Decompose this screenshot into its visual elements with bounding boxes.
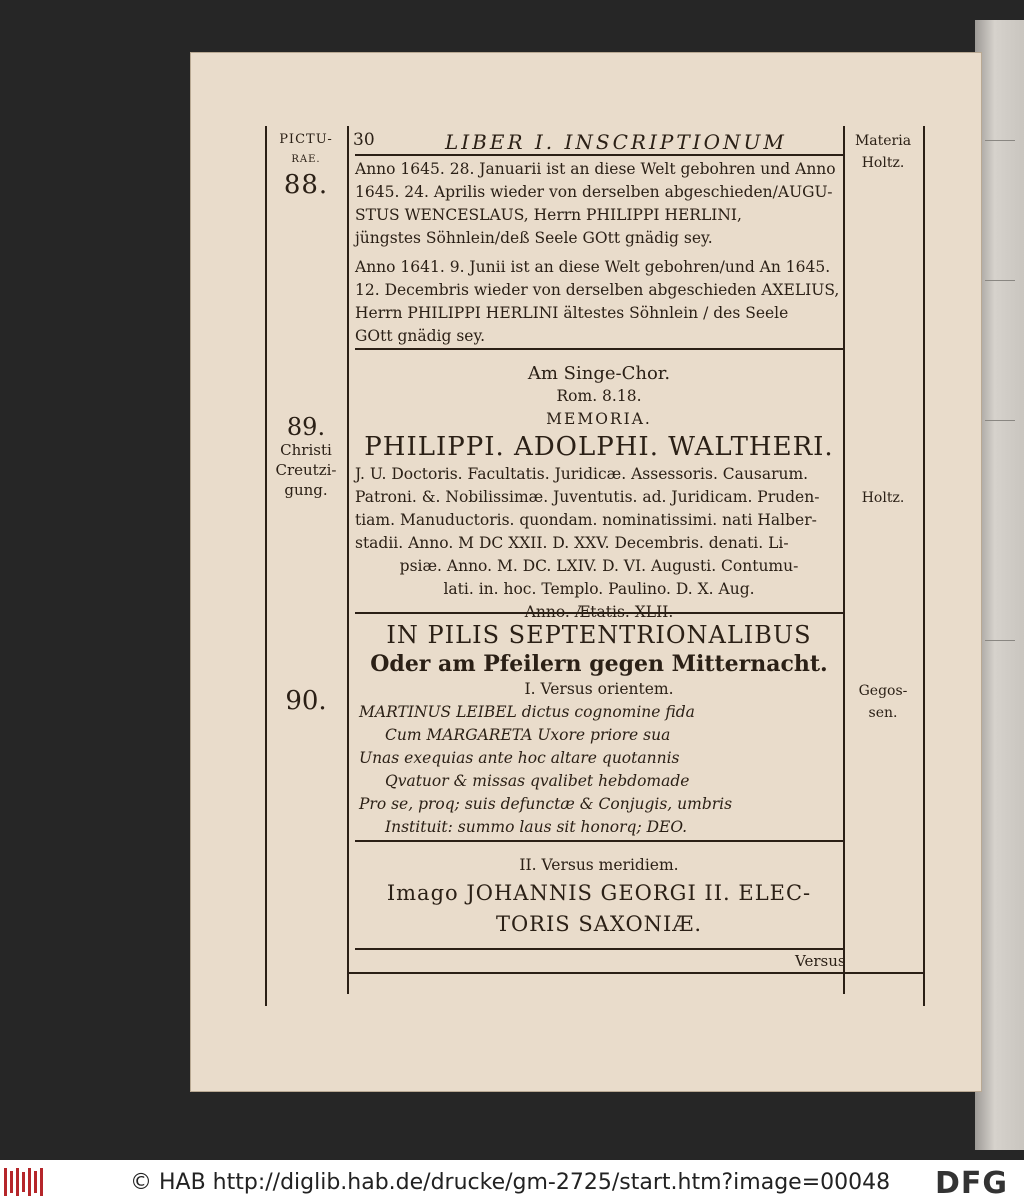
margin-entry-90: 90. xyxy=(285,686,327,716)
dfg-logo: DFG xyxy=(935,1166,1009,1201)
book-page xyxy=(190,52,982,1092)
viewer-footer xyxy=(0,1160,1024,1204)
facing-page-edge xyxy=(975,20,1024,1150)
entry-88-text: Anno 1645. 28. Januarii ist an diese Welt gebohren und Anno 1645. 24. Aprilis wieder von derselben abgeschieden/AUGU- STUS WENCESLAUS, Herrn PHILIPPI HERLINI, jüngstes Söhnlein/deß Seele GOtt gnädig sey. Anno 1641. 9. Junii ist an diese Welt gebohren/und An 1645. 12. Decembris wieder von derselben abgeschieden AXELIUS, Herrn PHILIPPI HERLINI ältestes Söhnlein / des Seele GOtt gnädig sey. xyxy=(355,160,840,345)
margin-entry-89: 89. Christi Creutzi- gung. xyxy=(275,413,337,499)
source-link[interactable]: © HAB http://diglib.hab.de/drucke/gm-2725/start.htm?image=00048 xyxy=(130,1170,891,1195)
margin-note-gegossen: Gegos- sen. xyxy=(858,683,908,721)
running-title: LIBER I. INSCRIPTIONUM xyxy=(445,130,787,154)
text-frame xyxy=(265,126,925,1026)
margin-entry-88: PICTU- RAE. 88. xyxy=(279,132,333,200)
hab-logo-icon xyxy=(4,1168,46,1196)
entry-90-versus-meridiem: II. Versus meridiem. Imago JOHANNIS GEORGI II. ELEC- TORIS SAXONIÆ. xyxy=(386,856,812,936)
page-number: 30 xyxy=(353,130,375,150)
catchword: Versus xyxy=(795,952,846,970)
margin-note-holtz: Holtz. xyxy=(861,490,905,506)
margin-note-materia: Materia Holtz. xyxy=(854,133,912,171)
entry-90-text: IN PILIS SEPTENTRIONALIBUS Oder am Pfeilern gegen Mitternacht. I. Versus orientem. MARTINUS LEIBEL dictus cognomine fida Cum MARGARETA Uxore priore sua Unas exequias ante hoc altare quotannis Qvatuor & missas qvalibet hebdomade Pro se, proq; suis defunctæ & Conjugis, umbris Instituit: summo laus sit honorq; DEO. xyxy=(359,621,828,836)
entry-89-text: Am Singe-Chor. Rom. 8.18. MEMORIA. PHILIPPI. ADOLPHI. WALTHERI. J. U. Doctoris. Facultatis. Juridicæ. Assessoris. Causarum. Patroni. &. Nobilissimæ. Juventutis. ad. Juridicam. Pruden- tiam. Manuductoris. quondam. nominatissimi. nati Halber- stadii. Anno. M DC XXII. D. XXV. Decembris. denati. Li- psiæ. Anno. M. DC. LXIV. D. VI. Augusti. Contumu- lati. in. hoc. Templo. Paulino. D. X. Aug. Anno. Ætatis. XLII. xyxy=(355,363,834,621)
